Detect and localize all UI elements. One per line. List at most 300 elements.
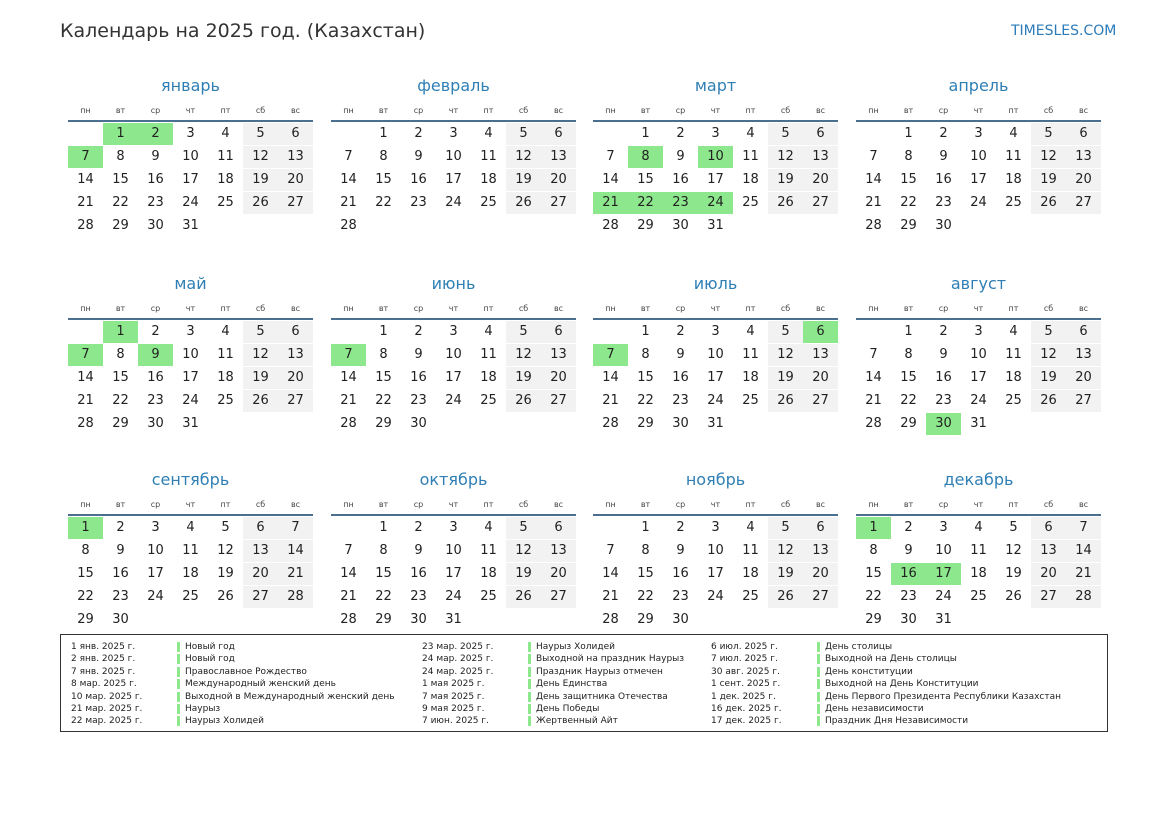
day-cell: 14 bbox=[340, 566, 357, 581]
weekday-header bbox=[593, 496, 838, 516]
legend-date: 7 июн. 2025 г. bbox=[422, 716, 489, 727]
month-7 bbox=[593, 272, 838, 435]
day-cell: 28 bbox=[77, 416, 94, 431]
weekday-label: вс bbox=[1078, 106, 1089, 115]
weekday-header bbox=[593, 102, 838, 122]
month-4 bbox=[856, 74, 1101, 237]
weekday-label: сб bbox=[255, 500, 266, 509]
holiday-cell: 16 bbox=[891, 563, 926, 585]
weekday-label: чт bbox=[973, 500, 984, 509]
day-cell: 7 bbox=[606, 543, 615, 558]
weekday-label: ср bbox=[938, 500, 949, 509]
empty-cell bbox=[733, 609, 768, 631]
weekday-label: вт bbox=[378, 304, 389, 313]
empty-cell bbox=[1066, 609, 1101, 631]
day-cell: 24 bbox=[182, 393, 199, 408]
month-2 bbox=[331, 74, 576, 237]
weekday-label: пт bbox=[483, 304, 494, 313]
day-cell: 15 bbox=[637, 566, 654, 581]
legend-marker bbox=[817, 679, 820, 689]
day-cell: 22 bbox=[375, 589, 392, 604]
weekday-header bbox=[68, 300, 313, 320]
site-link[interactable]: TIMESLES.COM bbox=[1011, 23, 1117, 39]
day-cell: 30 bbox=[900, 612, 917, 627]
day-cell: 17 bbox=[707, 566, 724, 581]
day-cell: 24 bbox=[445, 393, 462, 408]
week-row bbox=[68, 390, 313, 412]
weekday-label: пн bbox=[868, 304, 879, 313]
weekday-label: ср bbox=[938, 106, 949, 115]
day-cell: 12 bbox=[1031, 146, 1066, 168]
week-row bbox=[856, 413, 1101, 435]
week-row bbox=[331, 517, 576, 539]
day-cell: 9 bbox=[116, 543, 125, 558]
empty-cell bbox=[401, 215, 436, 237]
day-cell: 29 bbox=[77, 612, 94, 627]
day-cell: 12 bbox=[506, 540, 541, 562]
legend-row bbox=[711, 653, 1061, 665]
weekday-label: пн bbox=[343, 500, 354, 509]
legend-date: 1 сент. 2025 г. bbox=[711, 679, 781, 690]
day-cell: 10 bbox=[147, 543, 164, 558]
day-cell: 26 bbox=[506, 586, 541, 608]
legend-marker bbox=[817, 692, 820, 702]
legend-row bbox=[71, 703, 395, 715]
day-cell: 27 bbox=[541, 586, 576, 608]
empty-cell bbox=[996, 215, 1031, 237]
legend-row bbox=[71, 678, 395, 690]
week-row bbox=[593, 367, 838, 389]
day-cell: 27 bbox=[803, 192, 838, 214]
day-cell: 20 bbox=[243, 563, 278, 585]
day-cell: 8 bbox=[869, 543, 878, 558]
day-cell: 31 bbox=[445, 612, 462, 627]
legend-holiday-name: Выходной в Международный женский день bbox=[185, 691, 395, 702]
day-cell: 17 bbox=[182, 370, 199, 385]
day-cell: 12 bbox=[1031, 344, 1066, 366]
weekday-label: чт bbox=[448, 500, 459, 509]
day-cell: 3 bbox=[711, 520, 720, 535]
empty-cell bbox=[138, 609, 173, 631]
day-cell: 28 bbox=[602, 218, 619, 233]
day-cell: 8 bbox=[379, 149, 388, 164]
weekday-label: ср bbox=[675, 304, 686, 313]
day-cell: 6 bbox=[278, 123, 313, 145]
day-cell: 4 bbox=[484, 324, 493, 339]
holiday-cell: 21 bbox=[593, 192, 628, 214]
empty-cell bbox=[331, 123, 366, 145]
week-row bbox=[593, 321, 838, 343]
day-cell: 18 bbox=[742, 566, 759, 581]
month-3 bbox=[593, 74, 838, 237]
week-row bbox=[856, 586, 1101, 608]
legend-marker bbox=[177, 642, 180, 652]
day-cell: 10 bbox=[970, 149, 987, 164]
holiday-cell: 1 bbox=[103, 321, 138, 343]
weekday-header bbox=[856, 102, 1101, 122]
day-cell: 19 bbox=[1031, 169, 1066, 191]
day-cell: 7 bbox=[606, 149, 615, 164]
weekday-header bbox=[331, 496, 576, 516]
day-cell: 28 bbox=[602, 416, 619, 431]
weekday-label: вс bbox=[290, 304, 301, 313]
day-cell: 25 bbox=[217, 195, 234, 210]
day-cell: 13 bbox=[803, 540, 838, 562]
empty-cell bbox=[961, 609, 996, 631]
day-cell: 2 bbox=[414, 126, 423, 141]
day-cell: 11 bbox=[970, 543, 987, 558]
weekday-label: чт bbox=[973, 106, 984, 115]
day-cell: 30 bbox=[410, 612, 427, 627]
holiday-cell: 10 bbox=[698, 146, 733, 168]
day-cell: 20 bbox=[541, 367, 576, 389]
day-cell: 30 bbox=[112, 612, 129, 627]
day-cell: 3 bbox=[151, 520, 160, 535]
empty-cell bbox=[593, 517, 628, 539]
legend-marker bbox=[528, 692, 531, 702]
day-cell: 22 bbox=[375, 393, 392, 408]
day-cell: 26 bbox=[243, 192, 278, 214]
month-11 bbox=[593, 468, 838, 631]
day-cell: 13 bbox=[803, 344, 838, 366]
weekday-header bbox=[331, 102, 576, 122]
day-cell: 8 bbox=[904, 149, 913, 164]
day-cell: 6 bbox=[243, 517, 278, 539]
month-8 bbox=[856, 272, 1101, 435]
holiday-cell: 17 bbox=[926, 563, 961, 585]
day-cell: 2 bbox=[414, 324, 423, 339]
empty-cell bbox=[593, 123, 628, 145]
day-cell: 10 bbox=[445, 347, 462, 362]
day-cell: 19 bbox=[506, 367, 541, 389]
weekday-label: пн bbox=[868, 500, 879, 509]
legend-row bbox=[711, 703, 1061, 715]
day-cell: 5 bbox=[506, 123, 541, 145]
day-cell: 26 bbox=[506, 192, 541, 214]
day-cell: 25 bbox=[480, 589, 497, 604]
day-cell: 12 bbox=[243, 146, 278, 168]
holiday-cell: 1 bbox=[103, 123, 138, 145]
legend-row bbox=[71, 653, 395, 665]
day-cell: 26 bbox=[1031, 192, 1066, 214]
holiday-cell: 1 bbox=[856, 517, 891, 539]
month-name: октябрь bbox=[419, 470, 488, 489]
day-cell: 24 bbox=[935, 589, 952, 604]
day-cell: 1 bbox=[904, 324, 913, 339]
day-cell: 25 bbox=[742, 195, 759, 210]
day-cell: 12 bbox=[506, 146, 541, 168]
week-row bbox=[331, 169, 576, 191]
month-9 bbox=[68, 468, 313, 631]
empty-cell bbox=[856, 123, 891, 145]
day-cell: 24 bbox=[182, 195, 199, 210]
day-cell: 2 bbox=[939, 324, 948, 339]
day-cell: 19 bbox=[1031, 367, 1066, 389]
week-row bbox=[68, 192, 313, 214]
day-cell: 19 bbox=[768, 367, 803, 389]
day-cell: 26 bbox=[1005, 589, 1022, 604]
day-cell: 5 bbox=[768, 321, 803, 343]
day-cell: 25 bbox=[480, 195, 497, 210]
legend-holiday-name: Праздник Дня Независимости bbox=[825, 716, 969, 727]
legend-date: 8 мар. 2025 г. bbox=[71, 679, 137, 690]
day-cell: 28 bbox=[865, 218, 882, 233]
empty-cell bbox=[208, 609, 243, 631]
day-cell: 20 bbox=[1066, 169, 1101, 191]
legend-column-2 bbox=[422, 641, 684, 728]
week-row bbox=[331, 586, 576, 608]
day-cell: 12 bbox=[768, 146, 803, 168]
week-row bbox=[856, 390, 1101, 412]
day-cell: 8 bbox=[116, 347, 125, 362]
day-cell: 28 bbox=[340, 416, 357, 431]
day-cell: 25 bbox=[970, 589, 987, 604]
day-cell: 9 bbox=[414, 347, 423, 362]
month-name: февраль bbox=[417, 76, 490, 95]
day-cell: 4 bbox=[1009, 126, 1018, 141]
empty-cell bbox=[541, 215, 576, 237]
legend-holiday-name: День защитника Отечества bbox=[536, 691, 668, 702]
day-cell: 22 bbox=[900, 393, 917, 408]
day-cell: 9 bbox=[676, 543, 685, 558]
day-cell: 14 bbox=[1066, 540, 1101, 562]
weekday-label: сб bbox=[780, 304, 791, 313]
day-cell: 8 bbox=[116, 149, 125, 164]
week-row bbox=[68, 169, 313, 191]
day-cell: 9 bbox=[939, 347, 948, 362]
day-cell: 5 bbox=[243, 123, 278, 145]
day-cell: 6 bbox=[803, 517, 838, 539]
day-cell: 6 bbox=[1066, 123, 1101, 145]
empty-cell bbox=[68, 123, 103, 145]
day-cell: 13 bbox=[278, 146, 313, 168]
empty-cell bbox=[278, 609, 313, 631]
weekday-label: пт bbox=[745, 500, 756, 509]
day-cell: 8 bbox=[379, 347, 388, 362]
legend-date: 24 мар. 2025 г. bbox=[422, 654, 494, 665]
week-row bbox=[856, 215, 1101, 237]
legend-row bbox=[711, 678, 1061, 690]
weekday-label: сб bbox=[255, 304, 266, 313]
legend-marker bbox=[177, 692, 180, 702]
week-row bbox=[593, 123, 838, 145]
empty-cell bbox=[1031, 215, 1066, 237]
week-row bbox=[68, 586, 313, 608]
weekday-label: ср bbox=[938, 304, 949, 313]
day-cell: 26 bbox=[768, 586, 803, 608]
day-cell: 3 bbox=[186, 126, 195, 141]
month-name: декабрь bbox=[943, 470, 1014, 489]
legend-holiday-name: Выходной на День столицы bbox=[825, 654, 957, 665]
day-cell: 2 bbox=[676, 324, 685, 339]
day-cell: 6 bbox=[541, 517, 576, 539]
day-cell: 15 bbox=[112, 172, 129, 187]
legend-holiday-name: День Победы bbox=[536, 703, 600, 714]
day-cell: 1 bbox=[641, 126, 650, 141]
day-cell: 27 bbox=[1066, 390, 1101, 412]
day-cell: 2 bbox=[414, 520, 423, 535]
day-cell: 11 bbox=[480, 543, 497, 558]
legend-row bbox=[422, 666, 684, 678]
weekday-label: ср bbox=[150, 500, 161, 509]
day-cell: 29 bbox=[865, 612, 882, 627]
day-cell: 22 bbox=[637, 393, 654, 408]
legend-row bbox=[422, 703, 684, 715]
week-row bbox=[856, 146, 1101, 168]
month-name: сентябрь bbox=[151, 470, 230, 489]
weekday-label: пт bbox=[220, 106, 231, 115]
weekday-label: ср bbox=[150, 304, 161, 313]
day-cell: 4 bbox=[746, 324, 755, 339]
legend-date: 1 мая 2025 г. bbox=[422, 679, 485, 690]
week-row bbox=[68, 367, 313, 389]
legend-date: 24 мар. 2025 г. bbox=[422, 666, 494, 677]
day-cell: 16 bbox=[410, 172, 427, 187]
day-cell: 1 bbox=[641, 324, 650, 339]
day-cell: 27 bbox=[243, 586, 278, 608]
day-cell: 11 bbox=[1005, 149, 1022, 164]
week-row bbox=[331, 367, 576, 389]
day-cell: 10 bbox=[970, 347, 987, 362]
legend-date: 10 мар. 2025 г. bbox=[71, 691, 143, 702]
day-cell: 21 bbox=[602, 393, 619, 408]
week-row bbox=[331, 321, 576, 343]
day-cell: 5 bbox=[1031, 321, 1066, 343]
week-row bbox=[68, 215, 313, 237]
holiday-cell: 23 bbox=[663, 192, 698, 214]
day-cell: 21 bbox=[865, 195, 882, 210]
day-cell: 20 bbox=[541, 169, 576, 191]
legend-marker bbox=[528, 654, 531, 664]
day-cell: 13 bbox=[243, 540, 278, 562]
weekday-label: вт bbox=[640, 500, 651, 509]
day-cell: 22 bbox=[637, 589, 654, 604]
day-cell: 13 bbox=[803, 146, 838, 168]
day-cell: 17 bbox=[970, 370, 987, 385]
weekday-header bbox=[856, 496, 1101, 516]
holiday-cell: 9 bbox=[138, 344, 173, 366]
holiday-cell: 30 bbox=[926, 413, 961, 435]
day-cell: 6 bbox=[803, 123, 838, 145]
weekday-label: сб bbox=[518, 500, 529, 509]
legend-row bbox=[422, 691, 684, 703]
day-cell: 3 bbox=[939, 520, 948, 535]
day-cell: 20 bbox=[278, 169, 313, 191]
empty-cell bbox=[768, 609, 803, 631]
day-cell: 6 bbox=[1031, 517, 1066, 539]
weekday-label: вт bbox=[378, 500, 389, 509]
weekday-label: вс bbox=[1078, 304, 1089, 313]
day-cell: 1 bbox=[904, 126, 913, 141]
day-cell: 3 bbox=[186, 324, 195, 339]
day-cell: 9 bbox=[414, 149, 423, 164]
day-cell: 16 bbox=[935, 370, 952, 385]
weekday-label: сб bbox=[780, 500, 791, 509]
legend-holiday-name: День конституции bbox=[825, 666, 913, 677]
day-cell: 1 bbox=[379, 126, 388, 141]
day-cell: 15 bbox=[375, 370, 392, 385]
weekday-label: ср bbox=[413, 106, 424, 115]
day-cell: 23 bbox=[935, 393, 952, 408]
empty-cell bbox=[1031, 609, 1066, 631]
empty-cell bbox=[366, 215, 401, 237]
empty-cell bbox=[471, 413, 506, 435]
day-cell: 30 bbox=[672, 416, 689, 431]
day-cell: 21 bbox=[865, 393, 882, 408]
day-cell: 2 bbox=[116, 520, 125, 535]
legend-marker bbox=[177, 704, 180, 714]
day-cell: 15 bbox=[865, 566, 882, 581]
day-cell: 6 bbox=[278, 321, 313, 343]
legend-marker bbox=[817, 654, 820, 664]
day-cell: 4 bbox=[1009, 324, 1018, 339]
empty-cell bbox=[698, 609, 733, 631]
day-cell: 27 bbox=[803, 586, 838, 608]
weekday-label: вт bbox=[115, 500, 126, 509]
legend-date: 6 июл. 2025 г. bbox=[711, 642, 778, 652]
legend-holiday-name: Выходной на праздник Наурыз bbox=[536, 654, 685, 665]
day-cell: 22 bbox=[865, 589, 882, 604]
weekday-label: чт bbox=[448, 304, 459, 313]
day-cell: 2 bbox=[904, 520, 913, 535]
day-cell: 31 bbox=[182, 416, 199, 431]
day-cell: 14 bbox=[865, 370, 882, 385]
day-cell: 23 bbox=[410, 393, 427, 408]
day-cell: 12 bbox=[768, 540, 803, 562]
weekday-label: ср bbox=[675, 500, 686, 509]
day-cell: 13 bbox=[541, 146, 576, 168]
empty-cell bbox=[541, 413, 576, 435]
day-cell: 5 bbox=[243, 321, 278, 343]
day-cell: 18 bbox=[742, 172, 759, 187]
day-cell: 10 bbox=[182, 347, 199, 362]
month-name: апрель bbox=[948, 76, 1009, 95]
weekday-header bbox=[593, 300, 838, 320]
holiday-cell: 2 bbox=[138, 123, 173, 145]
week-row bbox=[68, 609, 313, 631]
day-cell: 26 bbox=[243, 390, 278, 412]
day-cell: 10 bbox=[445, 543, 462, 558]
day-cell: 14 bbox=[602, 172, 619, 187]
week-row bbox=[856, 192, 1101, 214]
weekday-label: вс bbox=[815, 500, 826, 509]
legend-holiday-name: День независимости bbox=[825, 703, 924, 714]
weekday-label: вт bbox=[640, 304, 651, 313]
holiday-cell: 1 bbox=[68, 517, 103, 539]
weekday-label: сб bbox=[780, 106, 791, 115]
day-cell: 18 bbox=[1005, 172, 1022, 187]
day-cell: 21 bbox=[340, 589, 357, 604]
day-cell: 31 bbox=[970, 416, 987, 431]
day-cell: 15 bbox=[637, 172, 654, 187]
weekday-label: вс bbox=[1078, 500, 1089, 509]
weekday-label: сб bbox=[518, 106, 529, 115]
week-row bbox=[593, 146, 838, 168]
week-row bbox=[331, 413, 576, 435]
holiday-cell: 7 bbox=[593, 344, 628, 366]
empty-cell bbox=[278, 413, 313, 435]
day-cell: 21 bbox=[1066, 563, 1101, 585]
day-cell: 7 bbox=[869, 149, 878, 164]
weekday-label: вс bbox=[815, 304, 826, 313]
day-cell: 18 bbox=[217, 370, 234, 385]
day-cell: 5 bbox=[506, 517, 541, 539]
day-cell: 17 bbox=[445, 370, 462, 385]
holiday-cell: 7 bbox=[68, 146, 103, 168]
week-row bbox=[68, 413, 313, 435]
weekday-label: пн bbox=[343, 304, 354, 313]
day-cell: 29 bbox=[112, 218, 129, 233]
